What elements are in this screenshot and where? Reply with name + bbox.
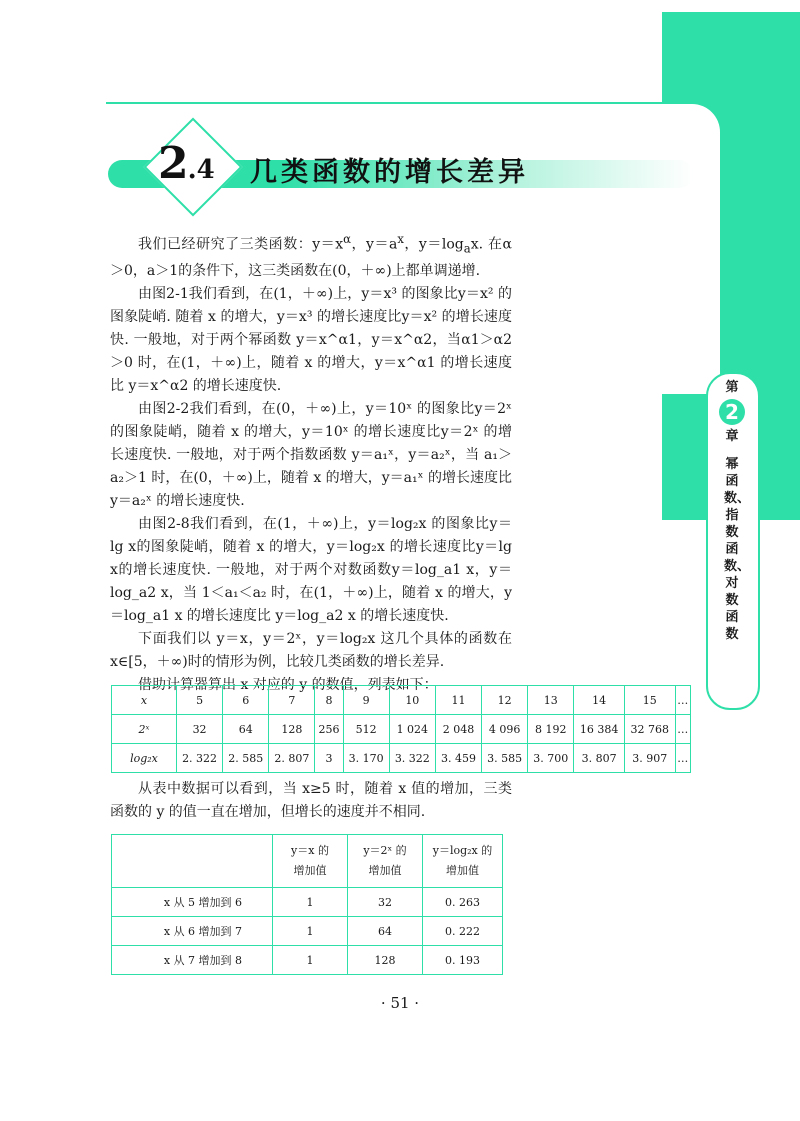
table-header-cell: y＝log₂x 的 增加值	[423, 835, 503, 888]
table-cell: 128	[269, 715, 315, 744]
table-header-cell	[112, 835, 273, 888]
table-cell: 3. 170	[343, 744, 389, 773]
power-function-paragraph: 由图2-1我们看到，在(1，＋∞)上，y＝x³ 的图象比y＝x² 的图象陡峭. 随着 x 的增大，y＝x³ 的增长速度比y＝x² 的增长速度快. 一般地，对于两个幂函数 y＝x^α1，y＝x^α2，当α1＞α2＞0 时，在(1，＋∞)上，随着 x 的增大，y＝x^α1 的增长速度比 y＝x^α2 的增长速度快.	[110, 286, 512, 395]
observation-paragraph	[110, 778, 512, 824]
table-cell: 2ˣ	[112, 715, 177, 744]
p1-part-c: ，y＝log	[403, 236, 464, 253]
table-cell: 8	[315, 686, 343, 715]
table-cell: 13	[528, 686, 574, 715]
increment-table	[111, 834, 503, 975]
table-cell: log₂x	[112, 744, 177, 773]
p1-part-a: 我们已经研究了三类函数：y＝x	[138, 236, 344, 253]
table-intro-paragraph: 借助计算器算出 x 对应的 y 的数值，列表如下：	[138, 677, 438, 694]
table-cell: 1	[273, 888, 348, 917]
table-cell: 32	[348, 888, 423, 917]
table-cell: 128	[348, 946, 423, 975]
page-number: · 51 ·	[380, 994, 420, 1012]
table-header-cell: y＝x 的 增加值	[273, 835, 348, 888]
chapter-title: 幂函数、指数函数、对数函数	[724, 457, 751, 642]
table-cell: 3. 700	[528, 744, 574, 773]
table-cell: 16 384	[574, 715, 625, 744]
table-cell: 32	[177, 715, 223, 744]
table-cell: 256	[315, 715, 343, 744]
table-row	[112, 946, 503, 975]
comparison-intro-paragraph: 下面我们以 y＝x，y＝2ˣ，y＝log₂x 这几个具体的函数在x∈[5，＋∞)时的情形为例，比较几类函数的增长差异.	[110, 631, 512, 671]
table-cell: x 从 6 增加到 7	[112, 917, 273, 946]
intro-paragraph	[110, 228, 512, 697]
table-cell: 1	[273, 946, 348, 975]
p1-part-b: ，y＝a	[350, 236, 398, 253]
table-cell: 4 096	[482, 715, 528, 744]
observation-text: 从表中数据可以看到，当 x≥5 时，随着 x 值的增加，三类函数的 y 的值一直在增加，但增长的速度并不相同.	[110, 781, 512, 820]
table-cell: 15	[624, 686, 675, 715]
table-cell: 10	[389, 686, 435, 715]
p1-sup-alpha: α	[343, 232, 351, 246]
table-cell: 2. 322	[177, 744, 223, 773]
table-row	[112, 917, 503, 946]
table-header-cell: y＝2ˣ 的 增加值	[348, 835, 423, 888]
table-cell: 7	[269, 686, 315, 715]
table-cell: 64	[348, 917, 423, 946]
table-cell: 512	[343, 715, 389, 744]
table-cell: 0. 263	[423, 888, 503, 917]
section-number-major: 2	[158, 138, 188, 189]
table-cell: x	[112, 686, 177, 715]
table-cell: 32 768	[624, 715, 675, 744]
table-cell: 1	[273, 917, 348, 946]
p1-sup-x: x	[397, 232, 404, 246]
values-table	[111, 685, 691, 773]
table-row	[112, 888, 503, 917]
exponential-function-paragraph: 由图2-2我们看到，在(0，＋∞)上，y＝10ˣ 的图象比y＝2ˣ 的图象陡峭，随着 x 的增大，y＝10ˣ 的增长速度比y＝2ˣ 的增长速度快. 一般地，对于两个指数函数 y＝a₁ˣ，y＝a₂ˣ，当 a₁＞a₂＞1 时，在(0，＋∞)上，随着 x 的增大，y＝a₁ˣ 的增长速度比 y＝a₂ˣ 的增长速度快.	[110, 401, 512, 510]
table-row	[112, 686, 691, 715]
table-cell: 3. 585	[482, 744, 528, 773]
table-cell: 2 048	[435, 715, 481, 744]
table-cell: 3. 459	[435, 744, 481, 773]
table-cell: 14	[574, 686, 625, 715]
section-number	[158, 138, 248, 189]
section-number-minor: .4	[187, 155, 215, 185]
log-function-paragraph: 由图2-8我们看到，在(1，＋∞)上，y＝log₂x 的图象比y＝lg x的图象陡峭，随着 x 的增大，y＝log₂x 的增长速度比y＝lg x的增长速度快. 一般地，对于两个对数函数y＝log_a1 x，y＝log_a2 x，当 1＜a₁＜a₂ 时，在(1，＋∞)上，随着 x 的增大，y＝log_a1 x 的增长速度比 y＝log_a2 x 的增长速度快.	[110, 516, 512, 625]
table-cell: …	[675, 686, 690, 715]
table-cell: 1 024	[389, 715, 435, 744]
p1-sub-a: a	[463, 241, 471, 256]
table-row	[112, 744, 691, 773]
table-cell: 6	[223, 686, 269, 715]
table-cell: 2. 807	[269, 744, 315, 773]
table-cell: 64	[223, 715, 269, 744]
table-cell: …	[675, 715, 690, 744]
table-row	[112, 715, 691, 744]
table-header-row	[112, 835, 503, 888]
table-cell: 12	[482, 686, 528, 715]
chapter-number-badge: 2	[719, 399, 745, 425]
chapter-tab-label	[708, 378, 756, 643]
table-cell: 3	[315, 744, 343, 773]
p1-part-d: x. 在α＞0，a＞1的条件下，这三类函数在(0，＋∞)上都单调递增.	[110, 236, 512, 280]
table-cell: 8 192	[528, 715, 574, 744]
table-cell: x 从 7 增加到 8	[112, 946, 273, 975]
chapter-di: 第	[725, 380, 739, 395]
page-corner	[630, 104, 720, 394]
table-cell: 0. 193	[423, 946, 503, 975]
table-cell: 9	[343, 686, 389, 715]
table-cell: 0. 222	[423, 917, 503, 946]
table-cell: 11	[435, 686, 481, 715]
table-cell: 3. 907	[624, 744, 675, 773]
chapter-zhang: 章	[725, 429, 739, 444]
section-title: 几类函数的增长差异	[250, 157, 529, 188]
table-cell: 5	[177, 686, 223, 715]
table-cell: 3. 322	[389, 744, 435, 773]
table-cell: …	[675, 744, 690, 773]
header-rule	[106, 102, 662, 104]
table-cell: 3. 807	[574, 744, 625, 773]
table-cell: 2. 585	[223, 744, 269, 773]
table-cell: x 从 5 增加到 6	[112, 888, 273, 917]
